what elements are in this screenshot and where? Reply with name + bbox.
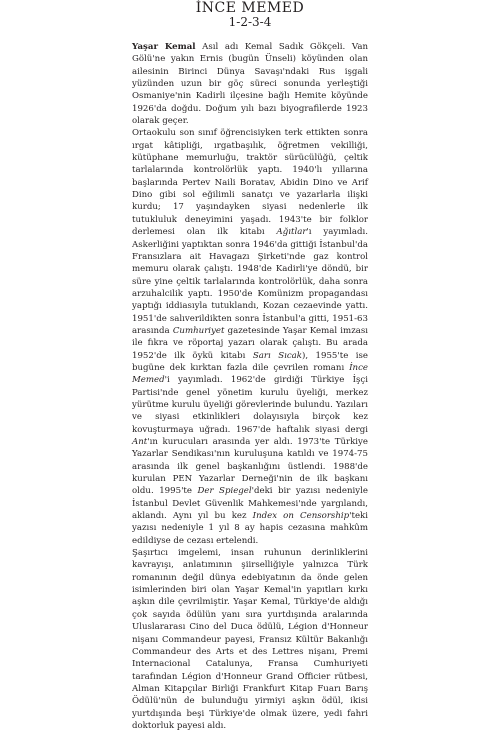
bio-text-segment: 'deki bir yazısı nedeniyle İstanbul Devlet Güvenlik Mahkemesi'nde yargılandı, aklandı. Aynı yıl bu kez [132, 486, 368, 522]
book-title-agitlar: Ağıtlar [276, 227, 307, 238]
bio-paragraph-3: Şaşırtıcı imgelemi, insan ruhunun derinliklerini kavrayışı, anlatımının şiirselliğiyle yalnızca Türk romanının değil dünya edebiyatının da önde gelen isimlerinden biri olan Yaşar Kemal'in yapıtları kırkı aşkın dile çevrilmiştir. Yaşar Kemal, Türkiye'de aldığı çok sayıda ödülün yanı sıra yurtdışında aralarında Uluslararası Cino del Duca ödülü, Légion d'Honneur nişanı Commandeur payesi, Fransız Kültür Bakanlığı Commandeur des Arts et des Lettres nişanı, Premi Internacional Catalunya, Fransa Cumhuriyeti tarafından Légion d'Honneur Grand Officier rütbesi, Alman Kitapçılar Birliği Frankfurt Kitap Fuarı Barış Ödülü'nün de bulunduğu yirmiyi aşkın ödül, ikisi yurtdışında beşi Türkiye'de olmak üzere, yedi fahri doktorluk payesi aldı. [132, 548, 368, 731]
book-title-sari-sicak: Sarı Sıcak [252, 350, 302, 361]
bio-text-segment: 'ı yayımladı. Askerliğini yaptıktan sonra 1946'da gittiği İstanbul'da Fransızlara ait Havagazı Şirketi'nde gaz kontrol memuru olarak çalıştı. 1948'de Kadirli'ye döndü, bir süre yine çeltik tarlalarında kontrolörlük, daha sonra arzuhalcilik yaptı. 1950'de Komünizm propagandası yaptığı iddiasıyla tutuklandı, Kozan cezaevinde yattı. 1951'de salıverildikten sonra İstanbul'a gitti, 1951-63 arasında [132, 227, 368, 336]
bio-paragraph-2 [132, 127, 368, 547]
book-title-ince-memed: İnce Memed [132, 362, 368, 386]
bio-text-segment: 'i yayımladı. 1962'de girdiği Türkiye İşçi Partisi'nde genel yönetim kurulu üyeliği, merkez yürütme kurulu üyeliği görevlerinde bulundu. Yazıları ve siyasi etkinlikleri dolayısıyla birçok kez kovuşturmaya uğradı. 1967'de haftalık siyasi dergi [132, 375, 368, 435]
bio-text-segment: ), 1955'te ise bugüne dek kırktan fazla dile çevrilen romanı [132, 350, 368, 373]
author-biography [132, 41, 368, 732]
book-title: İNCE MEMED [195, 0, 305, 16]
bio-paragraph-1-text: Asıl adı Kemal Sadık Gökçeli. Van Gölü'ne yakın Ernis (bugün Ünseli) köyünden olan ailesinin Birinci Dünya Savaşı'ndaki Rus işgali yüzünden uzun bir göç süreci sonunda yerleştiği Osmaniye'nin Kadirli ilçesine bağlı Hemite köyünde 1926'da doğdu. Doğum yılı bazı biyografilerde 1923 olarak geçer. [132, 42, 368, 127]
magazine-name-index-on-censorship: Index on Censorship [252, 511, 350, 522]
volume-numbers: 1-2-3-4 [228, 15, 272, 29]
bio-text-segment: Ortaokulu son sınıf öğrencisiyken terk ettikten sonra ırgat kâtipliği, ırgatbaşılık, öğretmen vekilliği, kütüphane memurluğu, traktör sürücülüğü, çeltik tarlalarında kontrolörlük yaptı. 1940'lı yıllarına başlarında Pertev Naili Boratav, Abidin Dino ve Arif Dino gibi sol eğilimli sanatçı ve yazarlarla ilişki kurdu; 17 yaşındayken siyasi nedenlerle ilk tutukluluk deneyimini yaşadı. 1943'te bir folklor derlemesi olan ilk kitabı [132, 128, 368, 238]
bio-paragraph-1 [132, 41, 368, 127]
bio-text-segment: 'teki yazısı nedeniyle 1 yıl 8 ay hapis cezasına mahkûm edildiyse de cezası ertelendi. [132, 511, 368, 546]
magazine-name-ant: Ant [132, 437, 148, 447]
bio-text-segment: gazetesinde Yaşar Kemal imzası ile fıkra ve röportaj yazarı olarak çalıştı. Bu arada 1952'de ilk öykü kitabı [132, 325, 368, 361]
magazine-name-der-spiegel: Der Spiegel [197, 486, 252, 497]
bio-text-segment: 'ın kurucuları arasında yer aldı. 1973'te Türkiye Yazarlar Sendikası'nın kuruluşuna katıldı ve 1974-75 arasında ilk genel başkanlığını üstlendi. 1988'de kurulan PEN Yazarlar Derneği'nin de ilk başkanı oldu. 1995'te [132, 437, 368, 497]
author-name: Yaşar Kemal [132, 42, 196, 52]
newspaper-name-cumhuriyet: Cumhuriyet [172, 325, 225, 336]
